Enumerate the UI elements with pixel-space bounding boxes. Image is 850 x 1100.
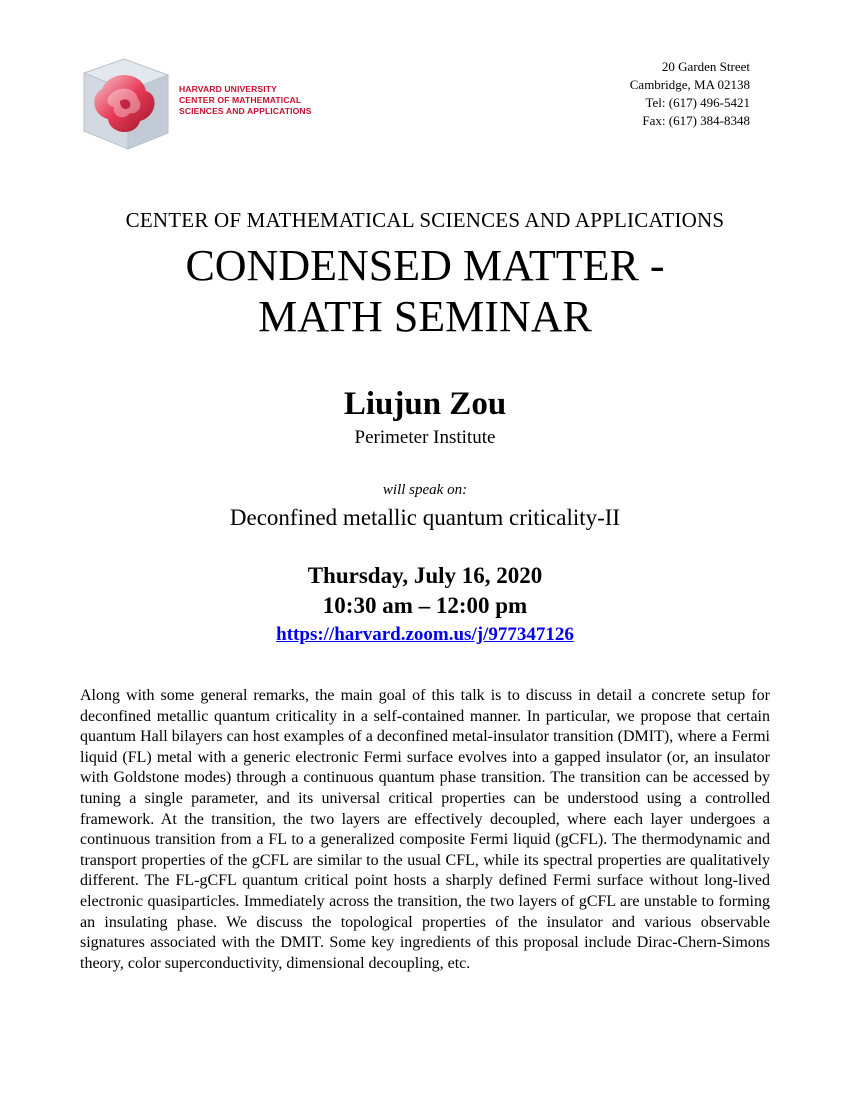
logo-line-2: CENTER OF MATHEMATICAL: [179, 95, 302, 105]
cube-logo-icon: [80, 55, 172, 151]
cmsa-logo: [80, 55, 320, 155]
zoom-link[interactable]: https://harvard.zoom.us/j/977347126: [276, 624, 574, 645]
address-city: Cambridge, MA 02138: [629, 77, 750, 92]
talk-date: Thursday, July 16, 2020: [307, 563, 543, 588]
address-block: [630, 58, 750, 130]
seminar-title: [0, 240, 850, 342]
abstract-text: Along with some general remarks, the main goal of this talk is to discuss in detail a concrete setup for deconfined metallic quantum criticality in a self-contained manner. In particular, we propose that certain quantum Hall bilayers can host examples of a deconfined metal-insulator transition (DMIT), where a Fermi liquid (FL) metal with a generic electronic Fermi surface evolves into a gapped insulator (or, an insulator with Goldstone modes) through a continuous quantum phase transition. The transition can be accessed by tuning a single parameter, and its universal critical properties can be understood using a controlled framework. At the transition, the two layers are effectively decoupled, where each layer undergoes a continuous transition from a FL to a generalized composite Fermi liquid (gCFL). The thermodynamic and transport properties of the gCFL are similar to the usual CFL, while its spectral properties are qualitatively different. The FL-gCFL quantum critical point hosts a sharply defined Fermi surface without long-lived electronic quasiparticles. Immediately across the transition, the two layers of gCFL are unstable to forming an insulating phase. We discuss the topological properties of the insulator and various observable signatures associated with the DMIT. Some key ingredients of this proposal include Dirac-Chern-Simons theory, color superconductivity, dimensional decoupling, etc.: [80, 687, 770, 972]
address-fax: Fax: (617) 384-8348: [642, 113, 750, 128]
speaker-name: Liujun Zou: [343, 386, 507, 422]
speaker-affiliation: Perimeter Institute: [354, 427, 496, 448]
address-tel: Tel: (617) 496-5421: [645, 95, 750, 110]
center-name: CENTER OF MATHEMATICAL SCIENCES AND APPLICATIONS: [125, 208, 725, 232]
logo-wordmark: [179, 84, 312, 117]
will-speak-label: will speak on:: [382, 482, 468, 498]
logo-line-1: HARVARD UNIVERSITY: [179, 84, 277, 94]
seminar-title-line-2: MATH SEMINAR: [258, 292, 592, 341]
talk-time: 10:30 am – 12:00 pm: [322, 593, 528, 618]
address-street: 20 Garden Street: [661, 59, 750, 74]
talk-title: Deconfined metallic quantum criticality-II: [229, 505, 621, 530]
logo-line-3: SCIENCES AND APPLICATIONS: [179, 106, 312, 116]
seminar-title-line-1: CONDENSED MATTER -: [185, 241, 665, 290]
